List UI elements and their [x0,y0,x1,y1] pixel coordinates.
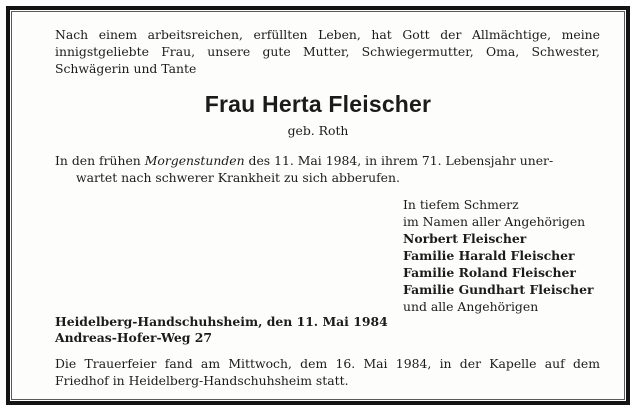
place-date: Heidelberg-Handschuhsheim, den 11. Mai 1984 [55,314,388,329]
death-notice-line2: wartet nach schwerer Krankheit zu sich abberufen. [76,170,400,185]
signature-line: Familie Harald Fleischer [403,248,575,263]
signature-line: Familie Gundhart Fleischer [403,282,594,297]
obituary-notice [6,6,630,405]
signature-line: Familie Roland Fleischer [403,265,576,280]
death-notice-line1-italic: Morgenstunden [144,153,245,168]
death-notice-text [55,152,600,186]
birth-name: geb. Roth [287,123,349,138]
signature-line: und alle Angehörigen [403,299,539,314]
signature-line: im Namen aller Angehörigen [403,214,586,229]
death-notice-line1-start: In den frühen [55,153,145,168]
deceased-name: Frau Herta Fleischer [204,91,432,117]
signature-line: Norbert Fleischer [403,231,527,246]
signature-block [403,196,623,315]
funeral-info: Die Trauerfeier fand am Mittwoch, dem 16. Mai 1984, in der Kapelle auf dem Friedhof in Heidelberg-Handschuhsheim statt. [55,356,600,388]
death-notice-line1-end: des 11. Mai 1984, in ihrem 71. Lebensjahr uner- [244,153,554,168]
intro-text: Nach einem arbeitsreichen, erfüllten Leben, hat Gott der Allmächtige, meine innigstgeliebte Frau, unsere gute Mutter, Schwiegermutter, Oma, Schwester, Schwägerin und Tante [55,27,600,76]
address: Andreas-Hofer-Weg 27 [55,330,213,345]
signature-line: In tiefem Schmerz [403,197,519,212]
